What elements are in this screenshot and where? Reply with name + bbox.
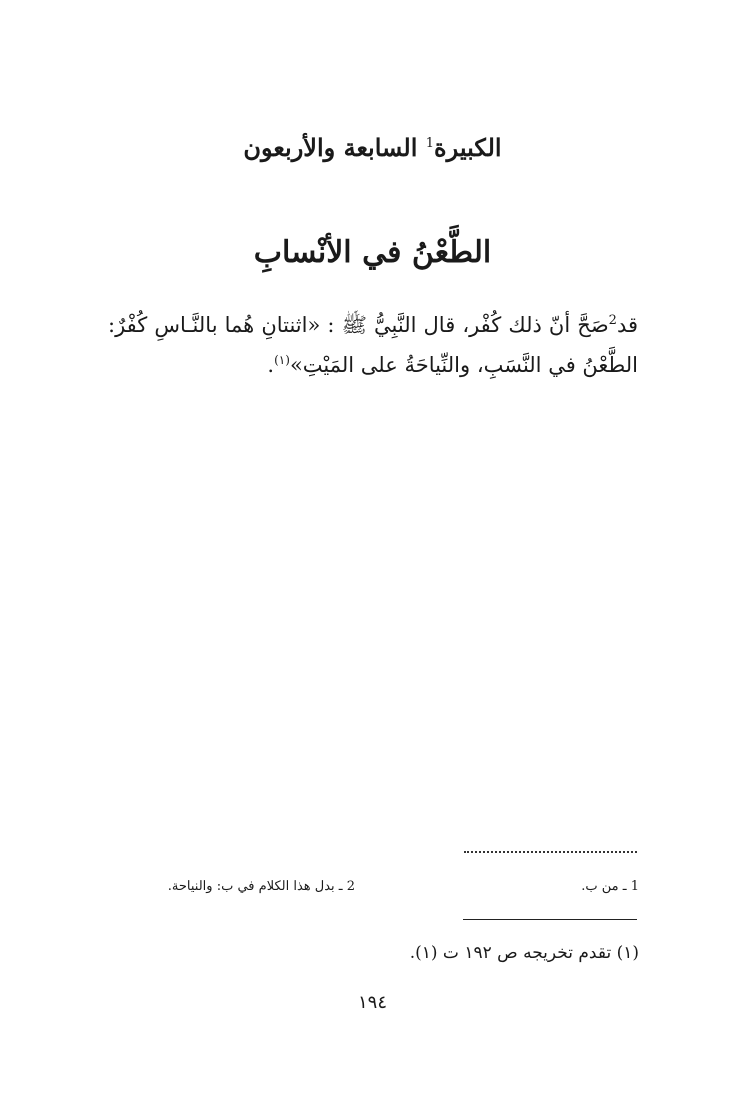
body-note-marker: 2 [608,313,617,328]
chapter-heading [0,128,745,168]
footnote-divider [463,919,637,920]
page-number: ١٩٤ [357,992,387,1013]
body-opening-word: قد [616,313,638,337]
apparatus-note-2: 2 ـ بدل هذا الكلام في ب: والنياحة. [167,879,355,894]
chapter-heading-note-marker: 1 [425,136,435,151]
apparatus-note-1: 1 ـ من ب. [581,879,639,894]
body-end-punctuation: . [267,353,275,377]
footnote-1: (١) تقدم تخريجه ص ١٩٢ ت (١). [409,943,639,963]
body-paragraph [108,305,638,385]
section-title: الطَّعْنُ في الأنْسابِ [253,235,492,270]
body-footnote-reference: (١) [274,353,290,367]
apparatus-divider [464,851,637,853]
body-hadith-text: صَحَّ أنّ ذلك كُفْر، قال النَّبِيُّ ﷺ : «اثنتانِ هُما بالنَّـاسِ كُفْرٌ: الطَّعْنُ في النَّسَبِ، والنِّياحَةُ على المَيْتِ» [108,313,638,377]
chapter-heading-word: الكبيرة [434,133,502,162]
chapter-heading-ordinal: السابعة والأربعون [243,133,418,162]
